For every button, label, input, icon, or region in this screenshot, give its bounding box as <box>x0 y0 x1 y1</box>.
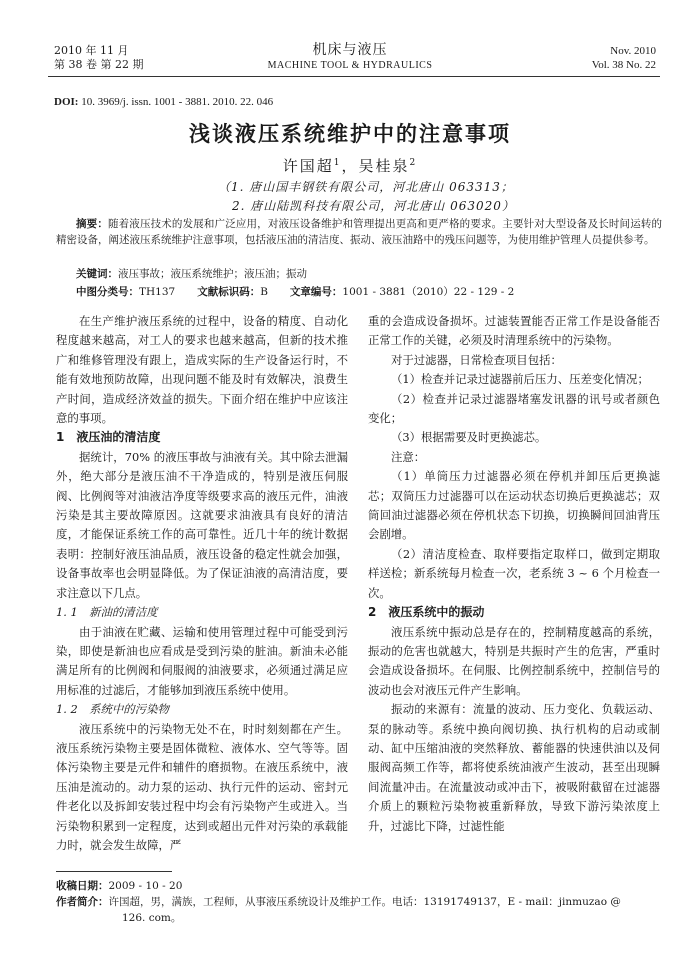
clc-value: TH137 <box>139 286 176 298</box>
filter-check-item-3: （3）根据需要及时更换滤芯。 <box>391 430 547 445</box>
author-1: 许国超 <box>282 157 334 175</box>
author-2-affil-mark: 2 <box>409 158 418 168</box>
header-divider <box>48 76 660 77</box>
section-1-2-heading: 1. 2 系统中的污染物 <box>56 702 169 717</box>
doi-line <box>54 96 273 108</box>
article-no-label: 文章编号： <box>289 286 343 298</box>
journal-name-cn: 机床与液压 <box>312 42 388 58</box>
paper-title: 浅谈液压系统维护中的注意事项 <box>189 122 511 146</box>
bio-text-continued: 126. com。 <box>122 912 182 924</box>
author-separator: ， <box>341 157 359 175</box>
affiliations <box>218 178 515 216</box>
affiliation-2: 2. 唐山陆凯科技有限公司，河北唐山 063020） <box>232 199 515 213</box>
note-item-2: （2）清洁度检查、取样要指定取样口，做到定期取样送检；新系统每月检查一次，老系统 3 ~ 6 个月检查一次。 <box>368 546 660 600</box>
doi-value: 10. 3969/j. issn. 1001 - 3881. 2010. 22. 046 <box>81 96 274 108</box>
section-2-heading: 2 液压系统中的振动 <box>368 605 485 620</box>
received-label: 收稿日期： <box>56 880 109 892</box>
filter-check-item-1: （1）检查并记录过滤器前后压力、压差变化情况； <box>391 372 649 387</box>
header-right <box>592 44 656 72</box>
intro-paragraph: 在生产维护液压系统的过程中，设备的精度、自动化程度越来越高，对工人的要求也越来越高，但新的技术推广和维修管理没有跟上，造成实际的生产设备运行时，不能有效地预防故障，出现问题不能及时有效解决，浪费生产时间，造成经济效益的损失。下面介绍在维护中应该注意的事项。 <box>56 314 348 426</box>
affiliation-1: （1. 唐山国丰钢铁有限公司，河北唐山 063313； <box>218 180 514 194</box>
abstract-label: 摘要： <box>76 218 108 230</box>
doc-code-value: B <box>260 286 268 298</box>
note-label: 注意： <box>391 449 426 464</box>
keywords-label: 关键词： <box>76 268 118 280</box>
section-2-paragraph-2: 振动的来源有：流量的波动、压力变化、负载运动、泵的脉动等。系统中换向阀切换、执行机构的启动或制动、缸中压缩油液的突然释放、蓄能器的快速供油以及伺服阀高频工作等，都将使系统油液产生波动，甚至出现瞬间流量冲击。在流量波动或冲击下，被吸附截留在过滤器介质上的颗粒污染物被重新释放，导致下游污染浓度上升，过滤比下降，过滤性能 <box>368 702 660 833</box>
footnote-divider <box>56 871 172 872</box>
section-1-2-paragraph: 液压系统中的污染物无处不在，时时刻刻都在产生。液压系统污染物主要是固体微粒、液体水、空气等等。固体污染物主要是元件和辅件的磨损物。在液压系统中，液压油是流动的。动力泵的运动、执行元件的运动、密封元件老化以及拆卸安装过程中均会有污染物产生或进入。当污染物积累到一定程度，达到或超出元件对污染的承载能力时，就会发生故障，严 <box>56 721 348 852</box>
footnote <box>56 878 662 926</box>
received-date: 2009 - 10 - 20 <box>108 880 183 892</box>
article-no-value: 1001 - 3881（2010）22 - 129 - 2 <box>342 286 515 298</box>
section-1-heading: 1 液压油的清洁度 <box>56 430 161 445</box>
section-1-1-heading: 1. 1 新油的清洁度 <box>56 605 158 620</box>
classification-line <box>76 284 514 299</box>
author-1-affil-mark: 1 <box>333 158 342 168</box>
clc-label: 中图分类号： <box>76 286 139 298</box>
author-2: 吴桂泉 <box>358 157 410 175</box>
bio-text: 许国超，男，满族，工程师，从事液压系统设计及维护工作。电话：13191749137，E - mail：jinmuzao @ <box>108 896 621 908</box>
abstract <box>56 216 662 248</box>
author-bio <box>56 894 662 926</box>
header-volume-en: Vol. 38 No. 22 <box>591 59 656 71</box>
section-2-paragraph-1: 液压系统中振动总是存在的，控制精度越高的系统，振动的危害也就越大，特别是共振时产生的危害，严重时会造成设备损坏。在伺服、比例控制系统中，控制信号的波动也会对液压元件产生影响。 <box>368 624 660 697</box>
left-column <box>56 312 348 855</box>
doi-label: DOI: <box>54 96 79 108</box>
journal-name-en: MACHINE TOOL & HYDRAULICS <box>267 60 433 71</box>
keywords-text: 液压事故；液压系统维护；液压油；振动 <box>118 268 307 280</box>
doc-code-label: 文献标识码： <box>197 286 261 298</box>
received-date-line <box>56 878 662 894</box>
filter-check-item-2: （2）检查并记录过滤器堵塞发讯器的讯号或者颜色变化； <box>368 391 660 426</box>
header-date-en: Nov. 2010 <box>610 45 656 57</box>
header-volume-cn: 第 38 卷 第 22 期 <box>54 58 144 71</box>
author-line <box>0 155 700 176</box>
note-item-1: （1）单筒压力过滤器必须在停机并卸压后更换滤芯；双筒压力过滤器可以在运动状态切换后更换滤芯；双筒回油过滤器必须在停机状态下切换，切换瞬间回油背压会剧增。 <box>368 469 660 542</box>
bio-label: 作者简介： <box>56 896 109 908</box>
section-1-paragraph: 据统计，70% 的液压事故与油液有关。其中除去泄漏外，绝大部分是液压油不干净造成的，特别是液压伺服阀、比例阀等对油液洁净度等级要求高的液压元件，油液污染是其主要故障原因。这就要求油液具有良好的清洁度，才能保证系统工作的高可靠性。近几十年的统计数据表明：控制好液压油品质，液压设备的稳定性就会加强，设备事故率也会明显降低。为了保证油液的高清洁度，要求注意以下几点。 <box>56 449 348 600</box>
continued-paragraph: 重的会造成设备损坏。过滤装置能否正常工作是设备能否正常工作的关键，必须及时清理系统中的污染物。 <box>368 314 660 348</box>
filter-check-intro: 对于过滤器，日常检查项目包括： <box>391 352 562 367</box>
keywords <box>76 266 307 281</box>
abstract-text: 随着液压技术的发展和广泛应用，对液压设备维护和管理提出更高和更严格的要求。主要针对大型设备及长时间运转的精密设备，阐述液压系统维护注意事项，包括液压油的清洁度、振动、液压油路中的残压问题等，为使用维护管理人员提供参考。 <box>56 218 663 246</box>
section-1-1-paragraph: 由于油液在贮藏、运输和使用管理过程中可能受到污染，即使是新油也应看成是受到污染的脏油。新油未必能满足所有的比例阀和伺服阀的油液要求，必须通过满足应用标准的过滤后，才能够加到液压系统中使用。 <box>56 624 348 697</box>
header-date-cn: 2010 年 11 月 <box>54 44 129 57</box>
right-column <box>368 312 660 836</box>
